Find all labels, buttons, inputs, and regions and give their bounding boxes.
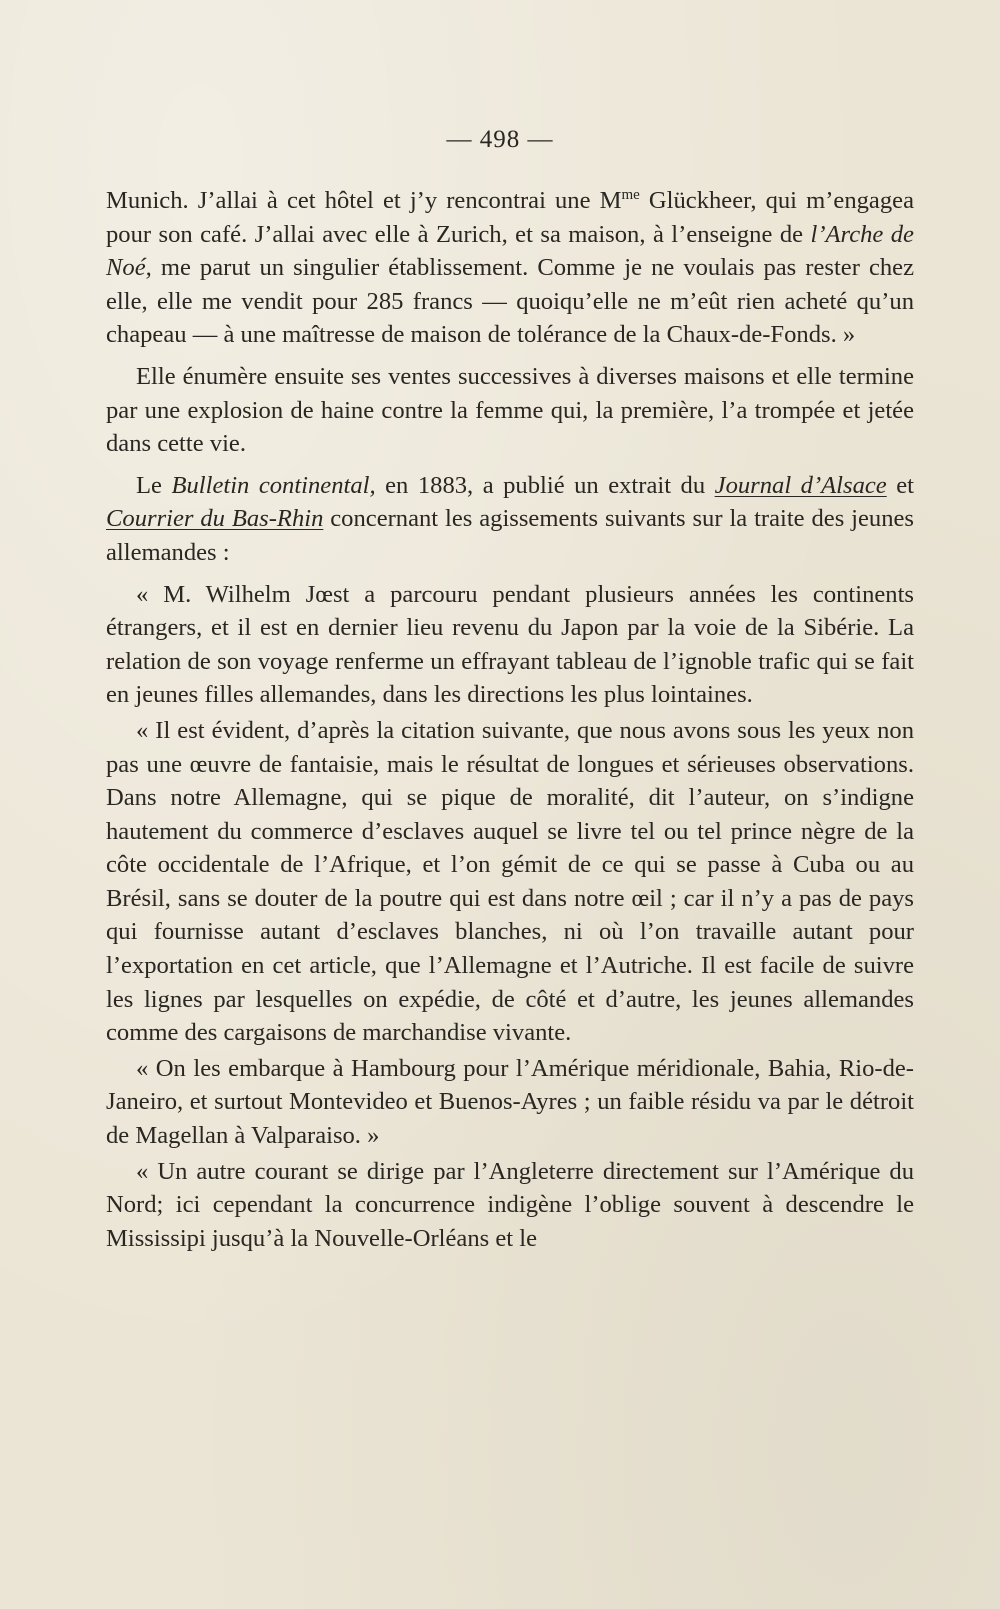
paragraph-7: « Un autre courant se dirige par l’Angleterre directement sur l’Amérique du Nord; ici cependant la concurrence indigène l’oblige souvent à descendre le Mississipi jusqu’à la Nouvelle-Orléans et le (106, 1157, 914, 1252)
italic-title: l’Arche de Noé, (106, 220, 914, 282)
body-text (106, 184, 914, 1257)
paragraph-6: « On les embarque à Hambourg pour l’Amérique méridionale, Bahia, Rio-de-Janeiro, et surtout Montevideo et Buenos-Ayres ; un faible résidu va par le détroit de Magellan à Valparaiso. » (106, 1054, 914, 1150)
page-number: — 498 — (446, 126, 554, 153)
text-run: me parut un singulier établissement. Comme je ne voulais pas rester chez elle, elle me vendit pour 285 francs — quoiqu’elle ne m’eût rien acheté qu’un chapeau — à une maîtresse de maison de tolérance de la Chaux-de-Fonds. » (106, 254, 914, 349)
superscript: me (621, 186, 640, 203)
text-run: Glückheer, qui m’engagea pour son café. J’allai avec elle à Zurich, et sa maison, à l’enseigne de (106, 187, 914, 248)
text-run: Munich. J’allai à cet hôtel et j’y rencontrai une M (106, 187, 622, 214)
italic-title: Journal d’Alsace (714, 471, 887, 499)
text-run: concernant les agissements suivants sur la traite des jeunes allemandes : (106, 505, 914, 566)
italic-title: Bulletin continental, (171, 471, 376, 499)
paragraph-4: « M. Wilhelm Jœst a parcouru pendant plusieurs années les continents étrangers, et il est en dernier lieu revenu du Japon par la voie de la Sibérie. La relation de son voyage renferme un effrayant tableau de l’ignoble trafic qui se fait en jeunes filles allemandes, dans les directions les plus lointaines. (106, 580, 914, 709)
paragraph-1 (106, 184, 914, 352)
paragraph-2: Elle énumère ensuite ses ventes successives à diverses maisons et elle termine par une explosion de haine contre la femme qui, la première, l’a trompée et jetée dans cette vie. (106, 362, 914, 458)
text-run: en 1883, a publié un extrait du (375, 471, 715, 499)
paragraph-3 (106, 469, 914, 570)
text-run: Le (136, 471, 172, 499)
text-run: et (886, 471, 914, 499)
paragraph-5: « Il est évident, d’après la citation suivante, que nous avons sous les yeux non pas une œuvre de fantaisie, mais le résultat de longues et sérieuses observations. Dans notre Allemagne, qui se pique de moralité, dit l’auteur, on s’indigne hautement du commerce d’esclaves auquel se livre tel ou tel prince nègre de la côte occidentale de l’Afrique, et l’on gémit de ce qui se passe à Cuba ou au Brésil, sans se douter de la poutre qui est dans notre œil ; car il n’y a pas de pays qui fournisse autant d’esclaves blanches, ni où l’on travaille autant pour l’exportation en cet article, que l’Allemagne et l’Autriche. Il est facile de suivre les lignes par lesquelles on expédie, de côté et d’autre, les jeunes allemandes comme des cargaisons de marchandise vivante. (106, 716, 914, 1047)
italic-title: Courrier du Bas-Rhin (106, 505, 324, 533)
